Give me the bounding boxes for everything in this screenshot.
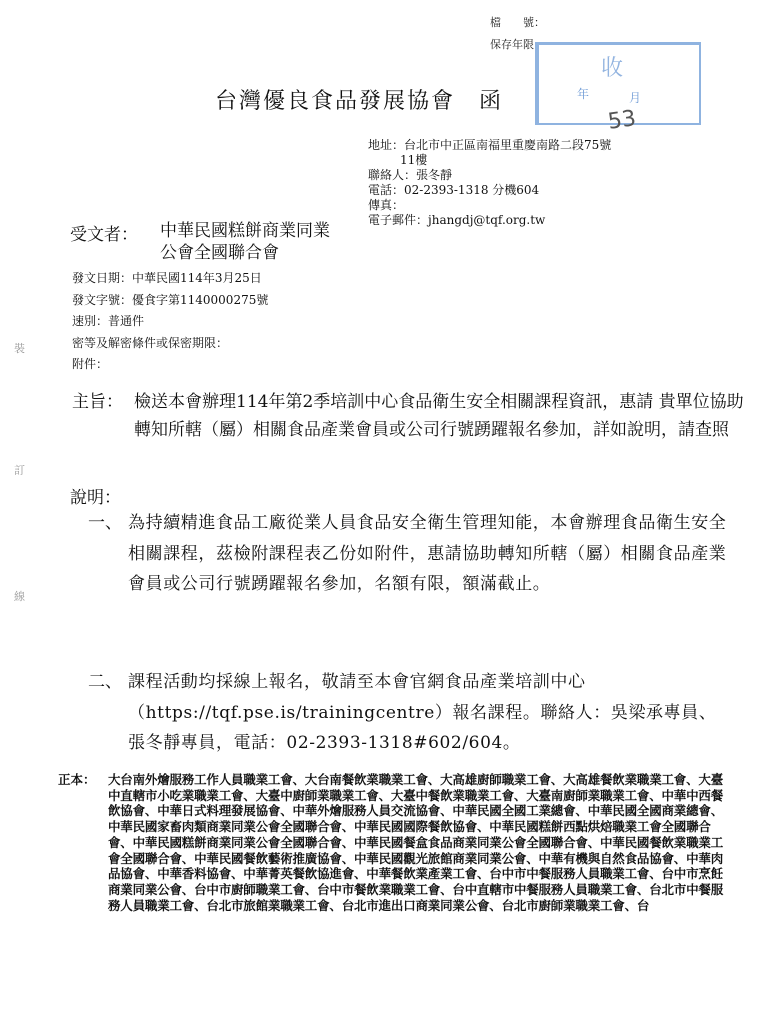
issue-date: 發文日期：中華民國114年3月25日 (72, 271, 262, 285)
address-row (368, 138, 611, 153)
copies-recipients: 大台南外燴服務工作人員職業工會、大台南餐飲業職業工會、大高雄廚師職業工會、大高雄餐飲業職業工會、大臺中直轄市小吃業職業工會、大臺中廚師業職業工會、大臺中餐飲業職業工會、大臺南廚師業職業工會、中華中西餐飲協會、中華日式料理發展協會、中華外燴服務人員交流協會、中華民國全國工業總會、中華民國全國商業總會、中華民國家畜肉類商業同業公會全國聯合會、中華民國國際餐飲協會、中華民國糕餅西點烘焙職業工會全國聯合會、中華民國糕餅商業同業公會全國聯合會、中華民國餐盒食品商業同業公會全國聯合會、中華民國餐飲業職業工會全國聯合會、中華民國餐飲藝術推廣協會、中華民國觀光旅館商業同業公會、中華有機與自然食品協會、中華肉品協會、中華香料協會、中華菁英餐飲協進會、中華餐飲業產業工會、台中市中餐服務人員職業工會、台中市烹飪商業同業公會、台中市廚師職業工會、台中市餐飲業職業工會、台中直轄市中餐服務人員職業工會、台北市中餐服務人員職業工會、台北市旅館業職業工會、台北市進出口商業同業公會、台北市廚師業職業工會、台 (108, 772, 724, 913)
page-title (215, 84, 503, 115)
retention-period-label: 保存年限： (490, 38, 545, 51)
item-number: 二、 (88, 672, 122, 692)
document-type: 函 (479, 89, 504, 114)
address-floor: 11樓 (400, 153, 428, 167)
contact-person: 張冬靜 (416, 168, 453, 182)
document-number: 發文字號：優食字第1140000275號 (72, 292, 269, 307)
address-label: 地址： (368, 138, 405, 152)
recipient-line-1: 中華民國糕餅商業同業 (160, 221, 330, 241)
file-number-label: 檔 號： (490, 16, 545, 29)
secrecy-level: 密等及解密條件或保密期限： (72, 335, 229, 350)
copies-section (58, 772, 738, 1022)
attachment-label: 附件： (72, 357, 109, 371)
subject-section (72, 388, 762, 478)
item-number: 一、 (88, 513, 122, 533)
recipient-name (160, 220, 330, 264)
email-label: 電子郵件： (368, 213, 429, 227)
binding-mark-1: 裝 (14, 342, 25, 355)
explanation-item-1 (88, 508, 738, 638)
document-meta (72, 268, 268, 376)
stamp-year: 年 (577, 87, 590, 101)
email-value: jhangdj@tqf.org.tw (428, 213, 546, 227)
phone-label: 電話： (368, 183, 405, 197)
explanation-item-2 (88, 667, 738, 767)
phone-value: 02-2393-1318 分機604 (404, 183, 540, 197)
fax-row (368, 198, 611, 213)
address-value: 台北市中正區南福里重慶南路二段75號 (404, 138, 612, 152)
email-row (368, 213, 611, 228)
binding-mark-3: 線 (14, 590, 25, 603)
stamp-main-char: 收 (601, 56, 624, 81)
subject-label: 主旨： (72, 392, 123, 412)
recipient-label: 受文者： (70, 225, 138, 245)
binding-mark-2: 訂 (14, 464, 25, 477)
stamp-month: 月 (629, 91, 642, 105)
issuing-organization: 台灣優良食品發展協會 (215, 89, 456, 114)
delivery-speed: 速別：普通件 (72, 314, 145, 328)
handwritten-number: 53 (606, 106, 638, 135)
contact-person-label: 聯絡人： (368, 168, 417, 182)
item-text: 為持續精進食品工廠從業人員食品安全衛生管理知能，本會辦理食品衛生安全相關課程，茲檢附課程表乙份如附件，惠請協助轉知所轄（屬）相關食品產業會員或公司行號踴躍報名參加，名額有限，額滿截止。 (128, 513, 727, 594)
item-text: 課程活動均採線上報名，敬請至本會官網食品產業培訓中心（https://tqf.pse.is/trainingcentre）報名課程。聯絡人：吳梁承專員、張冬靜專員，電話：02-2393-1318#602/604。 (128, 672, 717, 753)
subject-text: 檢送本會辦理114年第2季培訓中心食品衛生安全相關課程資訊，惠請 貴單位協助轉知所轄（屬）相關食品產業會員或公司行號踴躍報名參加，詳如說明，請查照 (134, 392, 744, 440)
recipient-line-2: 公會全國聯合會 (160, 243, 279, 263)
contact-person-row (368, 168, 611, 183)
contact-block (368, 138, 611, 228)
phone-row (368, 183, 611, 198)
fax-label: 傳真： (368, 198, 405, 212)
copies-label: 正本： (58, 772, 96, 787)
address-row-2 (368, 153, 611, 168)
explanation-label: 說明： (70, 488, 121, 508)
